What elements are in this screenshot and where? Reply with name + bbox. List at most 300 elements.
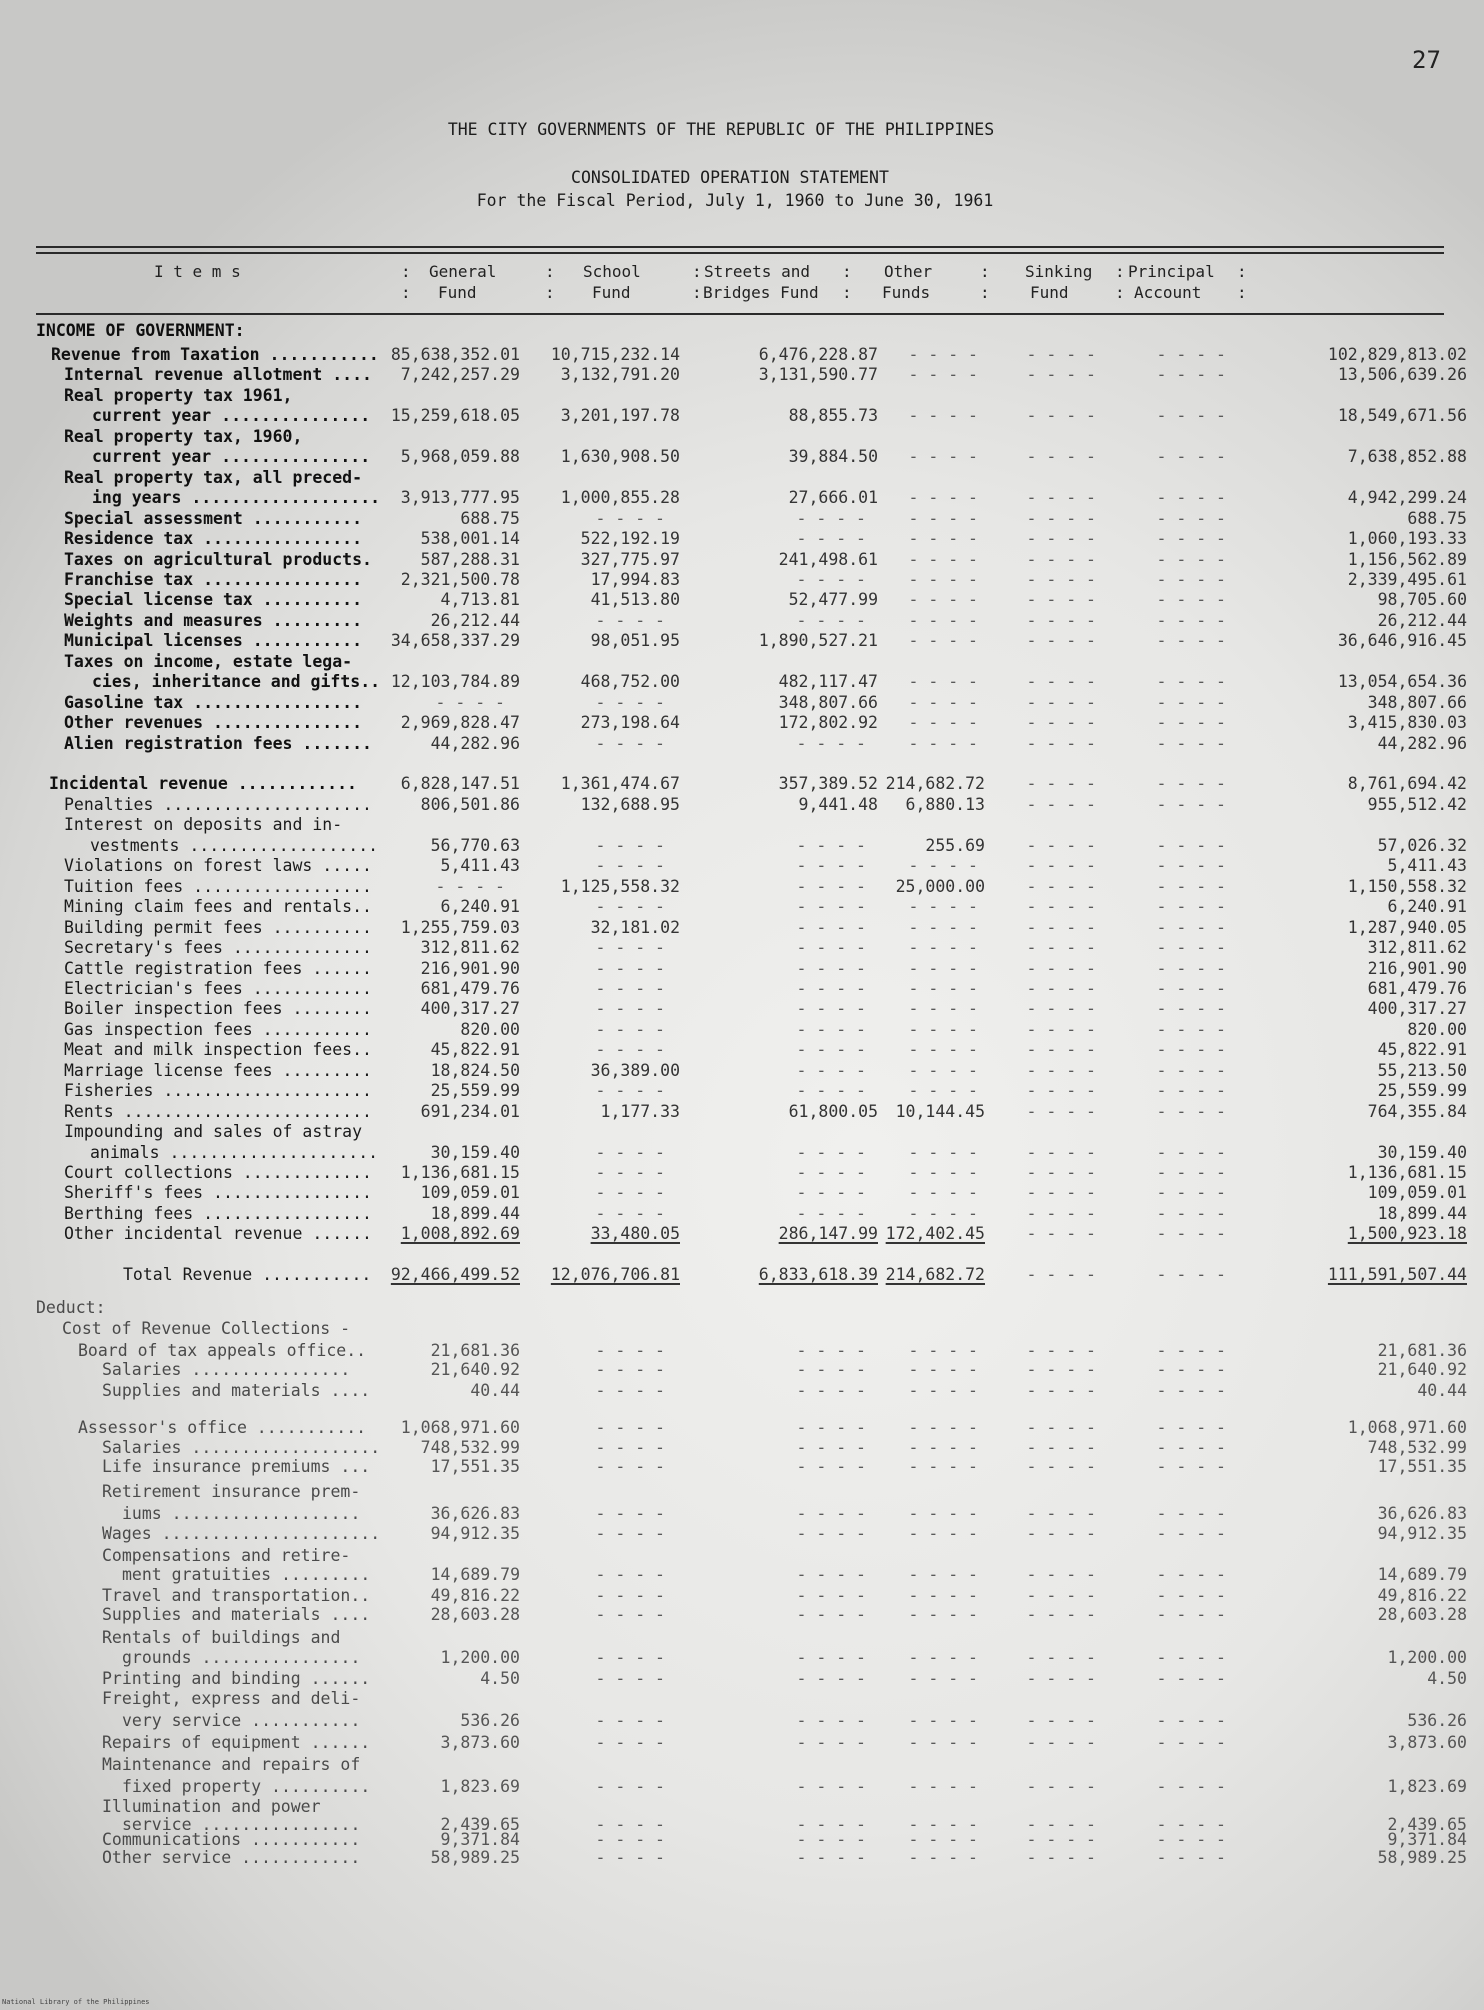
principal-account-value: - - - - xyxy=(1156,774,1226,794)
principal-account-value: - - - - xyxy=(1156,1163,1226,1182)
sinking-fund-value: - - - - xyxy=(1026,1019,1096,1039)
sinking-fund-value: - - - - xyxy=(1026,1060,1096,1080)
row-label: Compensations and retire- xyxy=(102,1546,351,1565)
table-row xyxy=(0,774,1484,794)
statement-title: CONSOLIDATED OPERATION STATEMENT xyxy=(571,168,889,187)
row-label: Interest on deposits and in- xyxy=(64,815,343,835)
column-separator: : xyxy=(401,283,411,302)
row-label: Retirement insurance prem- xyxy=(102,1482,361,1501)
sinking-fund-value: - - - - xyxy=(1026,1457,1096,1476)
school-fund-value: 1,000,855.28 xyxy=(560,488,680,508)
principal-account-value: - - - - xyxy=(1156,1040,1226,1060)
table-row xyxy=(0,345,1484,365)
sinking-fund-value: - - - - xyxy=(1026,774,1096,794)
other-funds-value: - - - - xyxy=(908,1060,978,1080)
school-fund-value: - - - - xyxy=(595,1438,665,1457)
principal-account-value: - - - - xyxy=(1156,631,1226,651)
sinking-fund-value: - - - - xyxy=(1026,1418,1096,1437)
school-fund-value: 1,177.33 xyxy=(600,1101,680,1121)
general-fund-value: 9,371.84 xyxy=(440,1830,520,1849)
row-label: fixed property .......... xyxy=(122,1777,371,1796)
streets-bridges-fund-value: - - - - xyxy=(796,1605,866,1624)
streets-bridges-fund-value: - - - - xyxy=(796,733,866,753)
other-funds-value: - - - - xyxy=(908,508,978,528)
column-separator: : xyxy=(1115,283,1125,302)
total-value: 26,212.44 xyxy=(1377,610,1467,630)
table-row xyxy=(0,427,1484,447)
streets-bridges-fund-value: - - - - xyxy=(796,1848,866,1867)
streets-bridges-fund-value: - - - - xyxy=(796,1341,866,1360)
row-label: Fisheries ..................... xyxy=(64,1081,372,1101)
sinking-fund-value: - - - - xyxy=(1026,1203,1096,1223)
school-fund-value: 327,775.97 xyxy=(580,549,680,569)
principal-account-value: - - - - xyxy=(1156,1418,1226,1437)
general-fund-value: 92,466,499.52 xyxy=(390,1265,520,1285)
school-fund-value: - - - - xyxy=(595,1203,665,1223)
total-value: 4,942,299.24 xyxy=(1347,488,1467,508)
total-value: 1,068,971.60 xyxy=(1347,1418,1467,1437)
column-separator: : xyxy=(1115,262,1125,281)
total-value: 1,500,923.18 xyxy=(1347,1224,1467,1244)
column-separator: : xyxy=(980,262,990,281)
sinking-fund-value: - - - - xyxy=(1026,1504,1096,1523)
table-row xyxy=(0,488,1484,508)
school-fund-value: - - - - xyxy=(595,1504,665,1523)
general-fund-value: 34,658,337.29 xyxy=(390,631,520,651)
general-fund-value: 691,234.01 xyxy=(420,1101,520,1121)
streets-bridges-fund-value: 9,441.48 xyxy=(798,794,878,814)
row-label: Meat and milk inspection fees.. xyxy=(64,1040,372,1060)
principal-account-value: - - - - xyxy=(1156,549,1226,569)
other-funds-value: - - - - xyxy=(908,1586,978,1605)
sinking-fund-value: - - - - xyxy=(1026,590,1096,610)
other-funds-value: - - - - xyxy=(908,1848,978,1867)
table-row xyxy=(0,631,1484,651)
school-fund-value: 12,076,706.81 xyxy=(550,1265,680,1285)
row-label: Municipal licenses ........... xyxy=(64,631,363,651)
school-fund-value: - - - - xyxy=(595,1648,665,1667)
row-label: ment gratuities ......... xyxy=(122,1565,371,1584)
sinking-fund-value: - - - - xyxy=(1026,1163,1096,1182)
other-funds-value: - - - - xyxy=(908,938,978,958)
other-funds-value: - - - - xyxy=(908,590,978,610)
principal-account-value: - - - - xyxy=(1156,1711,1226,1730)
other-funds-value: 10,144.45 xyxy=(895,1101,985,1121)
principal-account-value: - - - - xyxy=(1156,1019,1226,1039)
streets-bridges-fund-value: - - - - xyxy=(796,1565,866,1584)
school-fund-value: - - - - xyxy=(595,1565,665,1584)
sinking-fund-value: - - - - xyxy=(1026,794,1096,814)
sinking-fund-value: - - - - xyxy=(1026,713,1096,733)
table-row xyxy=(0,1381,1484,1401)
sinking-fund-value: - - - - xyxy=(1026,1183,1096,1203)
table-row xyxy=(0,590,1484,610)
other-funds-value: - - - - xyxy=(908,1203,978,1223)
total-value: 748,532.99 xyxy=(1367,1438,1467,1457)
general-fund-value: 7,242,257.29 xyxy=(400,365,520,385)
streets-bridges-fund-value: 61,800.05 xyxy=(788,1101,878,1121)
column-separator: : xyxy=(545,262,555,281)
sinking-fund-value: - - - - xyxy=(1026,1101,1096,1121)
table-row xyxy=(0,1341,1484,1361)
total-value: 109,059.01 xyxy=(1367,1183,1467,1203)
general-fund-value: 3,913,777.95 xyxy=(400,488,520,508)
principal-account-value: - - - - xyxy=(1156,569,1226,589)
school-fund-value: 33,480.05 xyxy=(590,1224,680,1244)
total-value: 7,638,852.88 xyxy=(1347,447,1467,467)
row-label: Supplies and materials .... xyxy=(102,1605,371,1624)
row-label: Gasoline tax ................. xyxy=(64,692,363,712)
school-fund-value: - - - - xyxy=(595,897,665,917)
general-fund-value: 49,816.22 xyxy=(430,1586,520,1605)
table-row xyxy=(0,836,1484,856)
table-header-rule xyxy=(36,313,1444,315)
streets-bridges-fund-value: 3,131,590.77 xyxy=(758,365,878,385)
principal-account-value: - - - - xyxy=(1156,1060,1226,1080)
total-value: 28,603.28 xyxy=(1377,1605,1467,1624)
sinking-fund-value: - - - - xyxy=(1026,856,1096,876)
total-value: 57,026.32 xyxy=(1377,835,1467,855)
school-fund-value: - - - - xyxy=(595,1183,665,1203)
header-school-fund-line2: Fund xyxy=(592,283,631,302)
school-fund-value: 10,715,232.14 xyxy=(550,345,680,364)
page-number: 27 xyxy=(1412,46,1441,74)
table-row xyxy=(0,386,1484,406)
header-general-fund-line1: General xyxy=(429,262,497,281)
table-row xyxy=(0,938,1484,958)
general-fund-value: 12,103,784.89 xyxy=(390,672,520,692)
school-fund-value: - - - - xyxy=(595,733,665,753)
table-row xyxy=(0,672,1484,692)
total-value: 1,150,558.32 xyxy=(1347,876,1467,896)
row-label: current year ............... xyxy=(92,406,371,426)
total-value: 44,282.96 xyxy=(1377,733,1467,753)
general-fund-value: 538,001.14 xyxy=(420,529,520,549)
streets-bridges-fund-value: - - - - xyxy=(796,1438,866,1457)
general-fund-value: 5,968,059.88 xyxy=(400,447,520,467)
general-fund-value: 748,532.99 xyxy=(420,1438,520,1457)
other-funds-value: - - - - xyxy=(908,978,978,998)
row-label: Court collections ............. xyxy=(64,1163,372,1182)
streets-bridges-fund-value: 27,666.01 xyxy=(788,488,878,508)
row-label: Electrician's fees ............ xyxy=(64,978,372,998)
school-fund-value: 522,192.19 xyxy=(580,529,680,549)
other-funds-value: - - - - xyxy=(908,1648,978,1667)
school-fund-value: 36,389.00 xyxy=(590,1060,680,1080)
sinking-fund-value: - - - - xyxy=(1026,917,1096,937)
other-funds-value: - - - - xyxy=(908,549,978,569)
general-fund-value: 2,969,828.47 xyxy=(400,713,520,733)
other-funds-value: 25,000.00 xyxy=(895,876,985,896)
sinking-fund-value: - - - - xyxy=(1026,1848,1096,1867)
row-label: Board of tax appeals office.. xyxy=(78,1341,367,1360)
school-fund-value: 468,752.00 xyxy=(580,672,680,692)
table-row xyxy=(0,1122,1484,1142)
sinking-fund-value: - - - - xyxy=(1026,610,1096,630)
row-label: Maintenance and repairs of xyxy=(102,1755,361,1774)
table-row xyxy=(0,734,1484,754)
school-fund-value: 98,051.95 xyxy=(590,631,680,651)
general-fund-value: 216,901.90 xyxy=(420,958,520,978)
other-funds-value: - - - - xyxy=(908,1504,978,1523)
sinking-fund-value: - - - - xyxy=(1026,1648,1096,1667)
sinking-fund-value: - - - - xyxy=(1026,672,1096,692)
row-label: Marriage license fees ......... xyxy=(64,1060,372,1080)
section-heading xyxy=(0,1298,1484,1318)
table-row xyxy=(0,1733,1484,1753)
total-value: 820.00 xyxy=(1407,1019,1467,1039)
streets-bridges-fund-value: - - - - xyxy=(796,1733,866,1752)
total-value: 25,559.99 xyxy=(1377,1081,1467,1101)
table-row xyxy=(0,1204,1484,1224)
school-fund-value: - - - - xyxy=(595,1142,665,1162)
row-label: Gas inspection fees ........... xyxy=(64,1019,372,1039)
row-label: Boiler inspection fees ........ xyxy=(64,999,372,1019)
other-funds-value: - - - - xyxy=(908,569,978,589)
principal-account-value: - - - - xyxy=(1156,1381,1226,1400)
sinking-fund-value: - - - - xyxy=(1026,406,1096,426)
row-label: Total Revenue ........... xyxy=(123,1265,372,1285)
row-label: Life insurance premiums ... xyxy=(102,1457,371,1476)
total-value: 3,415,830.03 xyxy=(1347,713,1467,733)
general-fund-value: 4.50 xyxy=(480,1669,520,1688)
general-fund-value: 18,824.50 xyxy=(430,1060,520,1080)
principal-account-value: - - - - xyxy=(1156,529,1226,549)
sinking-fund-value: - - - - xyxy=(1026,1733,1096,1752)
sinking-fund-value: - - - - xyxy=(1026,529,1096,549)
row-label: iums ................... xyxy=(122,1504,361,1523)
school-fund-value: 3,132,791.20 xyxy=(560,365,680,385)
table-top-rule xyxy=(36,246,1444,248)
sinking-fund-value: - - - - xyxy=(1026,978,1096,998)
table-row xyxy=(0,1020,1484,1040)
table-row xyxy=(0,1586,1484,1606)
table-row xyxy=(0,1163,1484,1183)
principal-account-value: - - - - xyxy=(1156,1224,1226,1244)
row-label: service ................ xyxy=(122,1815,361,1834)
sinking-fund-value: - - - - xyxy=(1026,958,1096,978)
row-label: Other incidental revenue ...... xyxy=(64,1224,372,1244)
streets-bridges-fund-value: - - - - xyxy=(796,529,866,549)
general-fund-value: 1,823.69 xyxy=(440,1777,520,1796)
table-row xyxy=(0,1438,1484,1458)
principal-account-value: - - - - xyxy=(1156,1524,1226,1543)
total-value: 45,822.91 xyxy=(1377,1040,1467,1060)
general-fund-value: 56,770.63 xyxy=(430,835,520,855)
other-funds-value: - - - - xyxy=(908,1163,978,1182)
school-fund-value: 1,361,474.67 xyxy=(560,774,680,794)
general-fund-value: 536.26 xyxy=(460,1711,520,1730)
section-subheading xyxy=(0,1319,1484,1339)
table-row xyxy=(0,999,1484,1019)
sinking-fund-value: - - - - xyxy=(1026,1669,1096,1688)
streets-bridges-fund-value: 357,389.52 xyxy=(778,774,878,794)
table-row xyxy=(0,1482,1484,1502)
table-row xyxy=(0,1081,1484,1101)
row-label: Travel and transportation.. xyxy=(102,1586,371,1605)
table-row xyxy=(0,1504,1484,1524)
general-fund-value: 109,059.01 xyxy=(420,1183,520,1203)
row-label: Tuition fees .................. xyxy=(64,876,372,896)
other-funds-value: - - - - xyxy=(908,1565,978,1584)
school-fund-value: - - - - xyxy=(595,1163,665,1182)
sinking-fund-value: - - - - xyxy=(1026,692,1096,712)
total-value: 94,912.35 xyxy=(1377,1524,1467,1543)
sinking-fund-value: - - - - xyxy=(1026,897,1096,917)
header-general-fund-line2: Fund xyxy=(438,283,477,302)
section-heading xyxy=(0,321,1484,341)
table-row xyxy=(0,406,1484,426)
header-principal-account-line2: Account xyxy=(1134,283,1202,302)
streets-bridges-fund-value: - - - - xyxy=(796,1777,866,1796)
general-fund-value: 1,068,971.60 xyxy=(400,1418,520,1437)
total-value: 13,506,639.26 xyxy=(1337,365,1467,385)
other-funds-value: - - - - xyxy=(908,365,978,385)
row-label: Berthing fees ................. xyxy=(64,1203,372,1223)
sinking-fund-value: - - - - xyxy=(1026,1265,1096,1285)
general-fund-value: 2,439.65 xyxy=(440,1815,520,1834)
sinking-fund-value: - - - - xyxy=(1026,876,1096,896)
row-label: Building permit fees .......... xyxy=(64,917,372,937)
streets-bridges-fund-value: - - - - xyxy=(796,958,866,978)
principal-account-value: - - - - xyxy=(1156,1183,1226,1203)
sinking-fund-value: - - - - xyxy=(1026,488,1096,508)
principal-account-value: - - - - xyxy=(1156,1438,1226,1457)
principal-account-value: - - - - xyxy=(1156,958,1226,978)
principal-account-value: - - - - xyxy=(1156,406,1226,426)
school-fund-value: - - - - xyxy=(595,938,665,958)
school-fund-value: - - - - xyxy=(595,692,665,712)
sinking-fund-value: - - - - xyxy=(1026,549,1096,569)
general-fund-value: 688.75 xyxy=(460,508,520,528)
school-fund-value: - - - - xyxy=(595,835,665,855)
principal-account-value: - - - - xyxy=(1156,345,1226,364)
other-funds-value: 214,682.72 xyxy=(885,1265,985,1285)
total-value: 764,355.84 xyxy=(1367,1101,1467,1121)
row-label: Other revenues ............... xyxy=(64,713,363,733)
school-fund-value: - - - - xyxy=(595,1711,665,1730)
row-label: Penalties ..................... xyxy=(64,794,372,814)
principal-account-value: - - - - xyxy=(1156,713,1226,733)
streets-bridges-fund-value: - - - - xyxy=(796,1711,866,1730)
total-value: 1,287,940.05 xyxy=(1347,917,1467,937)
other-funds-value: - - - - xyxy=(908,529,978,549)
general-fund-value: 681,479.76 xyxy=(420,978,520,998)
total-value: 348,807.66 xyxy=(1367,692,1467,712)
row-label: Violations on forest laws ..... xyxy=(64,856,372,876)
general-fund-value: 85,638,352.01 xyxy=(390,345,520,364)
row-label: Special assessment ........... xyxy=(64,508,363,528)
row-label: Printing and binding ...... xyxy=(102,1669,371,1688)
general-fund-value: 1,200.00 xyxy=(440,1648,520,1667)
total-value: 216,901.90 xyxy=(1367,958,1467,978)
table-row xyxy=(0,509,1484,529)
streets-bridges-fund-value: - - - - xyxy=(796,1524,866,1543)
general-fund-value: 312,811.62 xyxy=(420,938,520,958)
general-fund-value: 6,828,147.51 xyxy=(400,774,520,794)
other-funds-value: 214,682.72 xyxy=(885,774,985,794)
sinking-fund-value: - - - - xyxy=(1026,1040,1096,1060)
other-funds-value: - - - - xyxy=(908,610,978,630)
streets-bridges-fund-value: - - - - xyxy=(796,1360,866,1379)
general-fund-value: 36,626.83 xyxy=(430,1504,520,1523)
school-fund-value: 32,181.02 xyxy=(590,917,680,937)
fiscal-period: For the Fiscal Period, July 1, 1960 to June 30, 1961 xyxy=(476,191,994,210)
sinking-fund-value: - - - - xyxy=(1026,1142,1096,1162)
table-row xyxy=(0,1143,1484,1163)
general-fund-value: 2,321,500.78 xyxy=(400,569,520,589)
total-value: 98,705.60 xyxy=(1377,590,1467,610)
sinking-fund-value: - - - - xyxy=(1026,1565,1096,1584)
streets-bridges-fund-value: - - - - xyxy=(796,1040,866,1060)
streets-bridges-fund-value: - - - - xyxy=(796,1142,866,1162)
sinking-fund-value: - - - - xyxy=(1026,1360,1096,1379)
sinking-fund-value: - - - - xyxy=(1026,1381,1096,1400)
streets-bridges-fund-value: - - - - xyxy=(796,1457,866,1476)
school-fund-value: - - - - xyxy=(595,1040,665,1060)
streets-bridges-fund-value: 6,476,228.87 xyxy=(758,345,878,364)
streets-bridges-fund-value: - - - - xyxy=(796,1203,866,1223)
other-funds-value: - - - - xyxy=(908,1524,978,1543)
principal-account-value: - - - - xyxy=(1156,365,1226,385)
principal-account-value: - - - - xyxy=(1156,1733,1226,1752)
streets-bridges-fund-value: - - - - xyxy=(796,835,866,855)
principal-account-value: - - - - xyxy=(1156,1830,1226,1849)
principal-account-value: - - - - xyxy=(1156,508,1226,528)
other-funds-value: - - - - xyxy=(908,1341,978,1360)
streets-bridges-fund-value: - - - - xyxy=(796,1669,866,1688)
general-fund-value: - - - - xyxy=(435,876,505,896)
total-value: 21,640.92 xyxy=(1377,1360,1467,1379)
table-row xyxy=(0,877,1484,897)
table-row xyxy=(0,1628,1484,1648)
total-value: 55,213.50 xyxy=(1377,1060,1467,1080)
principal-account-value: - - - - xyxy=(1156,1504,1226,1523)
sinking-fund-value: - - - - xyxy=(1026,1830,1096,1849)
row-label: Real property tax, 1960, xyxy=(64,426,303,446)
table-row xyxy=(0,1457,1484,1477)
school-fund-value: - - - - xyxy=(595,610,665,630)
general-fund-value: 1,008,892.69 xyxy=(400,1224,520,1244)
general-fund-value: 17,551.35 xyxy=(430,1457,520,1476)
principal-account-value: - - - - xyxy=(1156,1081,1226,1101)
total-value: 955,512.42 xyxy=(1367,794,1467,814)
table-row xyxy=(0,570,1484,590)
document-title: THE CITY GOVERNMENTS OF THE REPUBLIC OF THE PHILIPPINES xyxy=(447,120,995,139)
total-value: 36,626.83 xyxy=(1377,1504,1467,1523)
school-fund-value: 273,198.64 xyxy=(580,713,680,733)
school-fund-value: - - - - xyxy=(595,1457,665,1476)
principal-account-value: - - - - xyxy=(1156,1669,1226,1688)
school-fund-value: - - - - xyxy=(595,1777,665,1796)
school-fund-value: - - - - xyxy=(595,856,665,876)
streets-bridges-fund-value: 241,498.61 xyxy=(778,549,878,569)
table-row xyxy=(0,365,1484,385)
streets-bridges-fund-value: - - - - xyxy=(796,999,866,1019)
row-label: Repairs of equipment ...... xyxy=(102,1733,371,1752)
school-fund-value: 41,513.80 xyxy=(590,590,680,610)
principal-account-value: - - - - xyxy=(1156,672,1226,692)
total-value: 36,646,916.45 xyxy=(1337,631,1467,651)
principal-account-value: - - - - xyxy=(1156,1341,1226,1360)
general-fund-value: 18,899.44 xyxy=(430,1203,520,1223)
header-school-fund-line1: School xyxy=(583,262,641,281)
total-value: 18,899.44 xyxy=(1377,1203,1467,1223)
principal-account-value: - - - - xyxy=(1156,917,1226,937)
total-value: 400,317.27 xyxy=(1367,999,1467,1019)
total-value: 6,240.91 xyxy=(1387,897,1467,917)
table-row xyxy=(0,652,1484,672)
